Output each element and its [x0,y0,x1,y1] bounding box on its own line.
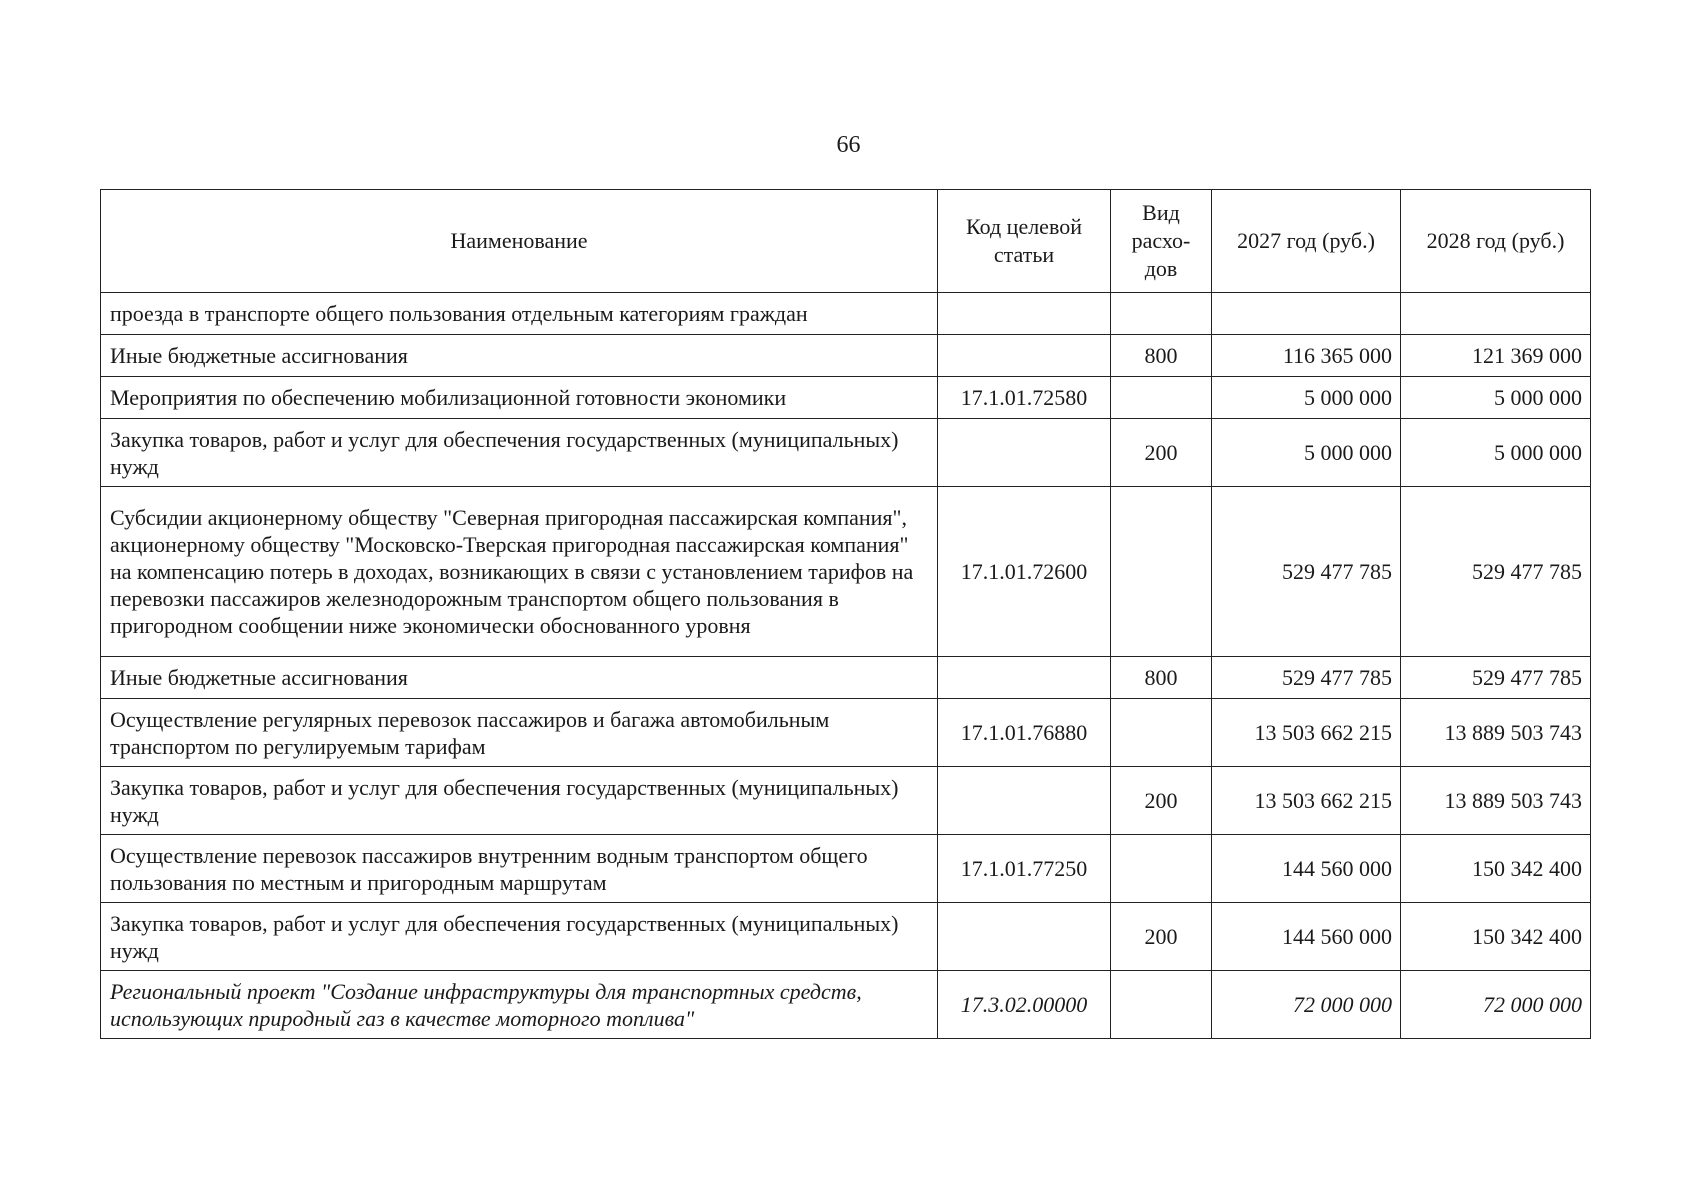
row-expense-type [1111,971,1212,1039]
row-code [938,767,1111,835]
row-expense-type: 800 [1111,335,1212,377]
row-expense-type [1111,487,1212,657]
row-expense-type: 800 [1111,657,1212,699]
row-code: 17.1.01.76880 [938,699,1111,767]
row-code: 17.3.02.00000 [938,971,1111,1039]
row-expense-type [1111,377,1212,419]
row-expense-type [1111,293,1212,335]
row-code: 17.1.01.72580 [938,377,1111,419]
budget-table [100,189,1591,1039]
row-amount-2027: 144 560 000 [1212,835,1401,903]
table-row [101,971,1591,1039]
row-amount-2028: 529 477 785 [1401,487,1591,657]
row-amount-2027 [1212,293,1401,335]
header-expense-type: Вид расхо-дов [1111,190,1212,293]
row-expense-type: 200 [1111,419,1212,487]
row-amount-2028: 529 477 785 [1401,657,1591,699]
table-row [101,487,1591,657]
row-amount-2028: 150 342 400 [1401,835,1591,903]
row-amount-2027: 13 503 662 215 [1212,699,1401,767]
row-amount-2028: 5 000 000 [1401,419,1591,487]
row-amount-2027: 13 503 662 215 [1212,767,1401,835]
row-amount-2028: 121 369 000 [1401,335,1591,377]
table-header [101,190,1591,293]
row-code [938,657,1111,699]
header-name: Наименование [101,190,938,293]
row-code [938,419,1111,487]
row-expense-type: 200 [1111,903,1212,971]
header-year-2027: 2027 год (руб.) [1212,190,1401,293]
row-amount-2028: 13 889 503 743 [1401,767,1591,835]
row-amount-2027: 5 000 000 [1212,419,1401,487]
table-row [101,293,1591,335]
row-amount-2027: 5 000 000 [1212,377,1401,419]
table-row [101,767,1591,835]
table-row [101,419,1591,487]
row-code [938,293,1111,335]
row-amount-2027: 529 477 785 [1212,657,1401,699]
header-code: Код целевой статьи [938,190,1111,293]
table-row [101,335,1591,377]
row-name: Закупка товаров, работ и услуг для обеспечения государственных (муниципальных) нужд [101,767,938,835]
table-row [101,377,1591,419]
header-row [101,190,1591,293]
row-name: Иные бюджетные ассигнования [101,335,938,377]
row-amount-2027: 72 000 000 [1212,971,1401,1039]
row-name: Мероприятия по обеспечению мобилизационной готовности экономики [101,377,938,419]
row-amount-2028: 72 000 000 [1401,971,1591,1039]
row-name: Осуществление перевозок пассажиров внутренним водным транспортом общего пользования по местным и пригородным маршрутам [101,835,938,903]
row-code: 17.1.01.72600 [938,487,1111,657]
table-row [101,903,1591,971]
row-amount-2027: 116 365 000 [1212,335,1401,377]
row-name: Субсидии акционерному обществу "Северная пригородная пассажирская компания", акционерному обществу "Московско-Тверская пригородная пассажирская компания" на компенсацию потерь в доходах, возникающих в связи с установлением тарифов на перевозки пассажиров железнодорожным транспортом общего пользования в пригородном сообщении ниже экономически обоснованного уровня [101,487,938,657]
row-amount-2028: 5 000 000 [1401,377,1591,419]
table-row [101,699,1591,767]
row-name: Осуществление регулярных перевозок пассажиров и багажа автомобильным транспортом по регулируемым тарифам [101,699,938,767]
row-amount-2028 [1401,293,1591,335]
row-amount-2028: 150 342 400 [1401,903,1591,971]
row-name: Региональный проект "Создание инфраструктуры для транспортных средств, использующих природный газ в качестве моторного топлива" [101,971,938,1039]
row-amount-2028: 13 889 503 743 [1401,699,1591,767]
row-code: 17.1.01.77250 [938,835,1111,903]
page-number: 66 [836,132,861,158]
row-name: Закупка товаров, работ и услуг для обеспечения государственных (муниципальных) нужд [101,903,938,971]
row-name: Закупка товаров, работ и услуг для обеспечения государственных (муниципальных) нужд [101,419,938,487]
row-amount-2027: 529 477 785 [1212,487,1401,657]
row-amount-2027: 144 560 000 [1212,903,1401,971]
table-body [101,293,1591,1039]
row-name: Иные бюджетные ассигнования [101,657,938,699]
table-row [101,657,1591,699]
row-name: проезда в транспорте общего пользования отдельным категориям граждан [101,293,938,335]
row-code [938,335,1111,377]
table-row [101,835,1591,903]
row-expense-type [1111,699,1212,767]
row-code [938,903,1111,971]
row-expense-type: 200 [1111,767,1212,835]
row-expense-type [1111,835,1212,903]
header-year-2028: 2028 год (руб.) [1401,190,1591,293]
